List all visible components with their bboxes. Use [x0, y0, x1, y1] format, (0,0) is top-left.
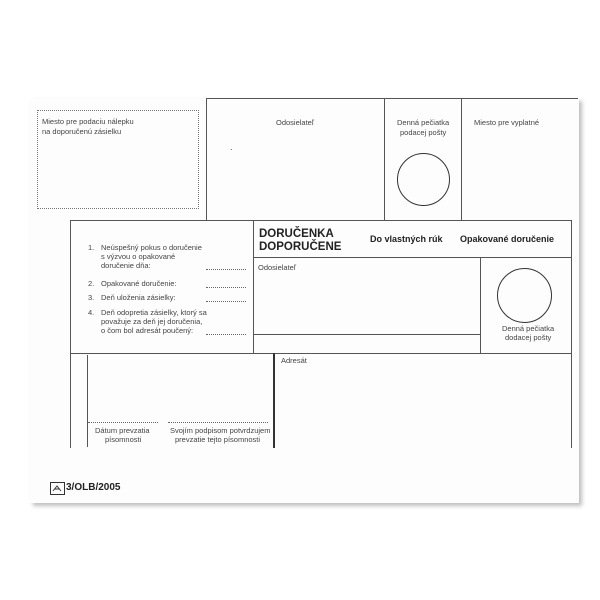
postal-logo-icon: [50, 482, 65, 495]
date-label-line1: Dátum prevzatia: [95, 426, 150, 435]
note-2-num: 2.: [88, 279, 95, 288]
sticker-label-line1: Miesto pre podaciu nálepku: [42, 117, 134, 126]
form-top-border: [70, 220, 572, 221]
repeated-delivery-label: Opakované doručenie: [460, 234, 555, 244]
note-1-dotted-field[interactable]: [206, 269, 246, 270]
delivery-stamp-circle: [497, 268, 552, 323]
note-3-num: 3.: [88, 293, 95, 302]
note-4-line3: o čom bol adresát poučený:: [101, 326, 194, 335]
note-2-line1: Opakované doručenie:: [101, 279, 177, 288]
top-border: [206, 98, 578, 99]
payment-label: Miesto pre vyplatné: [474, 118, 540, 127]
signature-label-line1: Svojím podpisom potvrdzujem: [170, 426, 271, 435]
note-3-dotted-field[interactable]: [206, 301, 246, 302]
note-4-line1: Deň odopretia zásielky, ktorý sa: [101, 308, 207, 317]
form-title-line1: DORUČENKA: [259, 228, 334, 240]
signature-dotted-field[interactable]: [168, 422, 268, 423]
mark-dot: .: [230, 142, 233, 152]
signature-left-line: [87, 355, 88, 447]
form-left-border: [70, 220, 71, 448]
form-code: 3/OLB/2005: [66, 482, 121, 493]
personal-delivery-label: Do vlastných rúk: [370, 234, 443, 244]
divider: [206, 98, 207, 220]
middle-border: [70, 353, 572, 354]
divider: [384, 98, 385, 220]
inner-stamp-label-line2: dodacej pošty: [505, 333, 552, 342]
divider: [461, 98, 462, 220]
note-1-line3: doručenie dňa:: [101, 261, 151, 270]
note-1-line2: s výzvou o opakované: [101, 252, 176, 261]
addressee-label: Adresát: [281, 356, 307, 365]
posting-stamp-circle: [397, 153, 450, 206]
sticker-label-line2: na doporučenú zásielku: [42, 127, 122, 136]
top-stamp-label-line1: Denná pečiatka: [397, 118, 450, 127]
date-label-line2: písomnosti: [105, 435, 142, 444]
form-title-line2: DOPORUČENE: [259, 241, 342, 253]
note-4-dotted-field[interactable]: [206, 334, 246, 335]
note-4-num: 4.: [88, 308, 95, 317]
note-3-line1: Deň uloženia zásielky:: [101, 293, 176, 302]
stamp-box-divider: [480, 257, 481, 353]
signature-label-line2: prevzatie tejto písomnosti: [175, 435, 261, 444]
note-1-num: 1.: [88, 243, 95, 252]
note-1-line1: Neúspešný pokus o doručenie: [101, 243, 202, 252]
top-sender-label: Odosielateľ: [276, 118, 315, 127]
date-dotted-field[interactable]: [88, 422, 158, 423]
note-4-line2: považuje za deň jej doručenia,: [101, 317, 203, 326]
addressee-divider: [273, 353, 275, 448]
sender-box-bottom: [253, 334, 480, 335]
inner-stamp-label-line1: Denná pečiatka: [502, 324, 555, 333]
form-right-border: [571, 220, 572, 448]
note-2-dotted-field[interactable]: [206, 287, 246, 288]
top-stamp-label-line2: podacej pošty: [400, 128, 447, 137]
inner-sender-label: Odosielateľ: [258, 263, 297, 272]
heading-bottom-border: [253, 257, 572, 258]
